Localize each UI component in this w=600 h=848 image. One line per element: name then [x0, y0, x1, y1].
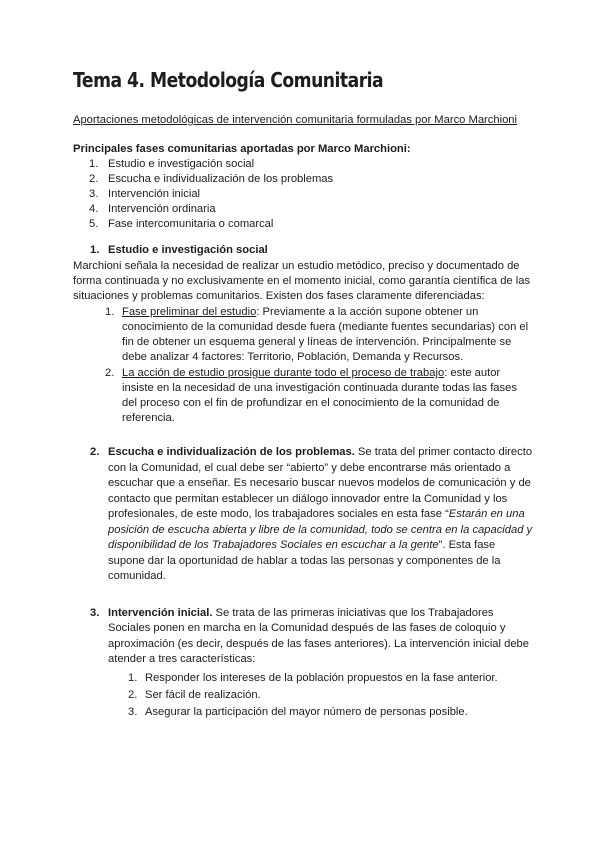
list-item [73, 202, 533, 217]
list-item [73, 305, 533, 365]
section-quote: Estarán en una posición de escucha abierta y libre de la comunidad, todo se centra en la capacidad y disponibilidad de los Trabajadores Sociales en escuchar a la gente [108, 508, 533, 551]
list-item [73, 366, 533, 426]
document-page [73, 64, 533, 720]
item-text: : Previamente a la acción supone obtener un conocimiento de la comunidad desde fuera (mediante fuentes secundarias) con el fin de obtener un esquema general y líneas de intervención. Principalmente se debe analizar 4 factores: Territorio, Población, Demanda y Recursos. [122, 306, 529, 363]
list-number: 5. [89, 218, 99, 230]
section-2 [73, 445, 533, 585]
section-text: Se trata del primer contacto directo con la Comunidad, el cual debe ser “abierto” y debe encontrarse más orientado a escuchar que a enseñar. Es necesario buscar nuevos modelos de comunicación y de contacto que permitan establecer un diálogo innovador entre la Comunidad y los profesionales, de este modo, los trabajadores sociales en esta fase “ [108, 446, 533, 520]
list-number: 1. [128, 671, 138, 684]
list-item [73, 187, 533, 202]
list-number: 3. [89, 188, 99, 200]
item-lead: Fase preliminar del estudio [122, 306, 257, 318]
list-item [73, 217, 533, 232]
list-number: 3. [128, 705, 138, 718]
item-text: : este autor insiste en la necesidad de una investigación continuada durante todas las fases del proceso con el fin de profundizar en el conocimiento de la comunidad de referencia. [122, 367, 517, 424]
phases-title: Principales fases comunitarias aportadas por Marco Marchioni: [73, 143, 411, 155]
section-1-sublist [73, 305, 533, 426]
list-item-label: Estudio e investigación social [108, 158, 255, 170]
section-number: 2. [90, 446, 100, 458]
page-title: Tema 4. Metodología Comunitaria [73, 68, 384, 92]
section-text-after: ”. Esta fase supone dar la oportunidad de hablar a todas las personas y componentes de la comunidad. [108, 539, 501, 582]
section-heading-text: Intervención inicial. [108, 606, 213, 619]
list-item [73, 157, 533, 172]
list-item-label: Intervención inicial [108, 188, 201, 200]
list-number: 2. [128, 688, 138, 701]
list-item [73, 172, 533, 187]
section-number: 3. [90, 606, 100, 619]
list-item-label: Ser fácil de realización. [145, 688, 261, 701]
list-item [73, 671, 533, 686]
list-item-label: Responder los intereses de la población propuestos en la fase anterior. [145, 671, 498, 684]
section-1-heading [73, 242, 533, 258]
item-lead: La acción de estudio prosigue durante todo el proceso de trabajo [122, 367, 445, 379]
list-number: 2. [89, 173, 99, 185]
list-item-label: Escucha e individualización de los problemas [108, 173, 334, 185]
list-item-label: Fase intercomunitaria o comarcal [108, 218, 274, 230]
document-subtitle: Aportaciones metodológicas de intervención comunitaria formuladas por Marco Marchioni [73, 114, 517, 126]
list-item-label: Asegurar la participación del mayor número de personas posible. [145, 705, 468, 718]
list-number: 2. [105, 367, 115, 379]
list-number: 1. [89, 158, 99, 170]
section-3-sublist [73, 671, 533, 720]
section-number: 1. [90, 244, 100, 256]
section-heading-text: Escucha e individualización de los problemas. [108, 446, 355, 458]
section-text: Se trata de las primeras iniciativas que los Trabajadores Sociales ponen en marcha en la Comunidad después de las fases de coloquio y aproximación (es decir, después de las fases anteriores). La intervención inicial debe atender a tres características: [108, 606, 530, 665]
list-number: 1. [105, 306, 115, 318]
list-item [73, 705, 533, 720]
section-1-paragraph: Marchioni señala la necesidad de realizar un estudio metódico, preciso y documentado de forma continuada y no exclusivamente en el momento inicial, como garantía científica de las situaciones y problemas comunitarios. Existen dos fases claramente diferenciadas: [73, 260, 531, 302]
list-item-label: Intervención ordinaria [108, 203, 216, 215]
list-item [73, 688, 533, 703]
phases-list [73, 157, 533, 232]
section-3 [73, 606, 533, 668]
section-heading-text: Estudio e investigación social [108, 244, 268, 256]
list-number: 4. [89, 203, 99, 215]
